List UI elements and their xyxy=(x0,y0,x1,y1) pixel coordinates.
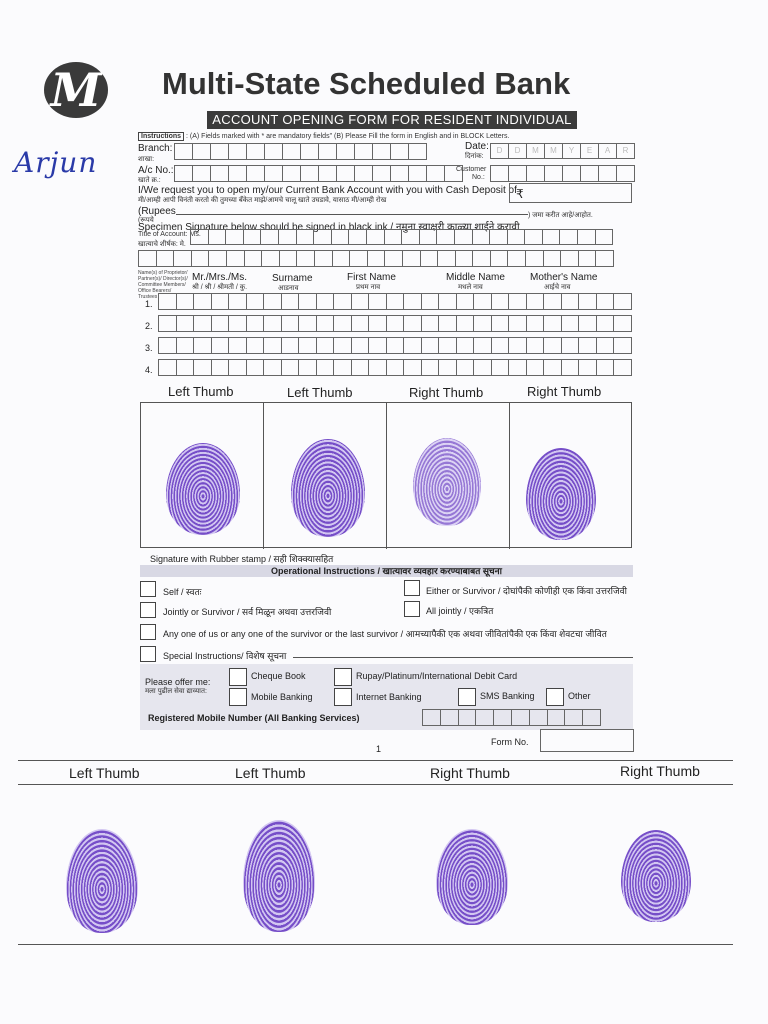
bank-name: Multi-State Scheduled Bank xyxy=(162,66,571,101)
any-one-label: Any one of us or any one of the survivor or the last survivor / आमच्यापैकी एक अथवा जीवितांपैकी एक किंवा शेवटचा जीवित xyxy=(163,629,607,639)
left-thumbprint-1 xyxy=(166,443,240,535)
special-instructions-line[interactable] xyxy=(293,657,633,658)
account-number-input[interactable] xyxy=(174,165,463,182)
specimen-text: Specimen Signature below should be signed in black ink / नमुना स्वाक्षरी काळ्या शाईने करावी xyxy=(138,222,520,233)
name-row-number: 4. xyxy=(145,365,153,375)
customer-no-label: No.: xyxy=(472,174,485,181)
mobile-number-label: Registered Mobile Number (All Banking Services) xyxy=(148,713,360,723)
operational-title: Operational Instructions / खात्यावर व्यवहार करण्याबाबत सूचना xyxy=(140,565,633,577)
any-one-checkbox[interactable] xyxy=(140,624,156,640)
date-label: Date: xyxy=(465,141,489,152)
form-no-input[interactable] xyxy=(540,729,634,752)
debit-card-checkbox[interactable] xyxy=(334,668,352,686)
name-row-input-1[interactable] xyxy=(158,293,632,310)
deposit-amount-input[interactable] xyxy=(509,183,632,203)
date-cell: E xyxy=(581,143,599,159)
name-header-mother-hindi: आईचे नाव xyxy=(544,284,571,291)
name-header-middle-hindi: मधले नाव xyxy=(458,284,483,291)
special-label: Special Instructions/ विशेष सूचना xyxy=(163,651,287,661)
name-row-input-4[interactable] xyxy=(158,359,632,376)
offer-label-hindi: मला पुढील सेवा द्याव्यात: xyxy=(145,688,207,695)
name-header-title-hindi: श्री / श्री / श्रीमती / कु. xyxy=(192,284,248,291)
internet-banking-checkbox[interactable] xyxy=(334,688,352,706)
all-jointly-label: All jointly / एकत्रित xyxy=(426,606,494,616)
mobile-number-input[interactable] xyxy=(422,709,601,726)
logo-letter: M xyxy=(50,63,102,117)
instructions-label: Instructions xyxy=(138,132,184,141)
other-checkbox[interactable] xyxy=(546,688,564,706)
date-cell: D xyxy=(509,143,527,159)
thumb-label-top-4: Right Thumb xyxy=(527,384,602,399)
title-account-input-1[interactable] xyxy=(190,229,613,245)
branch-input[interactable] xyxy=(174,143,427,160)
ac-label-hindi: खाते क्र.: xyxy=(138,177,161,184)
request-text-hindi: मी/आम्ही आपी विनंती करतो की तुमच्या बँकेत माझे/आमचे चालू खाते उघडावे, यासाठ मी/आम्ही रोख xyxy=(138,197,387,204)
request-text: I/We request you to open my/our Current Bank Account with you with Cash Deposit of xyxy=(138,185,517,196)
instructions-line xyxy=(138,133,509,140)
either-label: Either or Survivor / दोघांपैकी कोणीही एक किंवा उत्तरजिवी xyxy=(426,586,627,596)
name-header-surname: Surname xyxy=(272,273,313,284)
date-cell: R xyxy=(617,143,635,159)
name-header-title: Mr./Mrs./Ms. xyxy=(192,272,247,283)
bottom-left-thumbprint-1 xyxy=(66,829,138,933)
sms-banking-label: SMS Banking xyxy=(480,691,535,701)
form-no-label: Form No. xyxy=(491,737,529,747)
bottom-label-rule xyxy=(18,784,733,785)
special-checkbox[interactable] xyxy=(140,646,156,662)
name-header-middle: Middle Name xyxy=(446,272,505,283)
left-thumbprint-2 xyxy=(291,439,365,537)
instructions-text: : (A) Fields marked with * are mandatory fields" (B) Please Fill the form in English and in BLOCK Letters. xyxy=(186,133,510,140)
internet-banking-label: Internet Banking xyxy=(356,692,422,702)
name-row-input-2[interactable] xyxy=(158,315,632,332)
thumb-label-top-2: Left Thumb xyxy=(287,385,353,400)
customer-number-input[interactable] xyxy=(490,165,635,182)
name-row-number: 3. xyxy=(145,343,153,353)
branch-label: Branch: xyxy=(138,143,173,154)
date-cell: D xyxy=(491,143,509,159)
rupee-icon: ₹ xyxy=(516,187,524,201)
page-number: 1 xyxy=(376,744,382,754)
title-account-label: Title of Account: Ms. xyxy=(138,231,201,238)
name-row-number: 1. xyxy=(145,299,153,309)
other-label: Other xyxy=(568,691,591,701)
branch-label-hindi: शाखा: xyxy=(138,156,155,163)
customer-label: Customer xyxy=(456,166,487,173)
name-header-first: First Name xyxy=(347,272,396,283)
thumb-label-bottom-2: Left Thumb xyxy=(235,765,306,781)
signature-label: Signature with Rubber stamp / सही शिक्क्यासहित xyxy=(150,554,334,564)
title-account-input-2[interactable] xyxy=(138,250,614,267)
name-header-surname-hindi: आडनाव xyxy=(278,285,299,292)
bottom-right-thumbprint-2 xyxy=(621,830,691,922)
mobile-banking-label: Mobile Banking xyxy=(251,692,313,702)
date-label-hindi: दिनांक: xyxy=(465,153,484,160)
form-title: ACCOUNT OPENING FORM FOR RESIDENT INDIVIDUAL xyxy=(207,111,577,129)
names-side-note: Name(s) of Proprietor/ Partner(s)/ Director(s)/ Committee Members/ Office Bearers/ Trustees xyxy=(138,270,188,300)
thumb-label-top-1: Left Thumb xyxy=(168,384,234,399)
debit-card-label: Rupay/Platinum/International Debit Card xyxy=(356,671,518,681)
rupees-label-hindi: (रूपये xyxy=(138,217,154,224)
name-row-input-3[interactable] xyxy=(158,337,632,354)
bottom-end-rule xyxy=(18,944,733,945)
bottom-top-rule xyxy=(18,760,733,761)
cheque-book-checkbox[interactable] xyxy=(229,668,247,686)
mobile-banking-checkbox[interactable] xyxy=(229,688,247,706)
either-checkbox[interactable] xyxy=(404,580,420,596)
right-thumbprint-2 xyxy=(526,448,596,540)
date-cell: A xyxy=(599,143,617,159)
sms-banking-checkbox[interactable] xyxy=(458,688,476,706)
name-header-first-hindi: प्रथम नाव xyxy=(356,284,381,291)
date-input[interactable] xyxy=(490,143,635,159)
offer-label: Please offer me: xyxy=(145,677,211,687)
thumb-label-top-3: Right Thumb xyxy=(409,385,484,400)
ac-label: A/c No.: xyxy=(138,165,174,176)
name-row-number: 2. xyxy=(145,321,153,331)
handwritten-name: Arjun xyxy=(14,146,98,179)
all-jointly-checkbox[interactable] xyxy=(404,601,420,617)
self-label: Self / स्वतः xyxy=(163,587,202,597)
thumb-label-bottom-4: Right Thumb xyxy=(620,763,700,779)
rupees-label: (Rupees xyxy=(138,206,176,217)
bottom-left-thumbprint-2 xyxy=(243,820,315,932)
title-account-hindi: खात्याचे शीर्षक: मे. xyxy=(138,241,186,248)
rupees-suffix: ) जमा करीत आहे/आहोत. xyxy=(528,212,593,219)
right-thumbprint-1 xyxy=(413,438,481,526)
thumb-label-bottom-3: Right Thumb xyxy=(430,765,510,781)
date-cell: M xyxy=(527,143,545,159)
thumb-label-bottom-1: Left Thumb xyxy=(69,765,140,781)
date-cell: M xyxy=(545,143,563,159)
self-checkbox[interactable] xyxy=(140,581,156,597)
bank-logo xyxy=(44,62,108,118)
rupees-words-line[interactable] xyxy=(176,214,528,215)
jointly-checkbox[interactable] xyxy=(140,602,156,618)
jointly-label: Jointly or Survivor / सर्व मिळून अथवा उत्तरजिवी xyxy=(163,607,332,617)
name-header-mother: Mother's Name xyxy=(530,272,598,283)
bottom-right-thumbprint-1 xyxy=(436,829,508,925)
cheque-book-label: Cheque Book xyxy=(251,671,306,681)
date-cell: Y xyxy=(563,143,581,159)
